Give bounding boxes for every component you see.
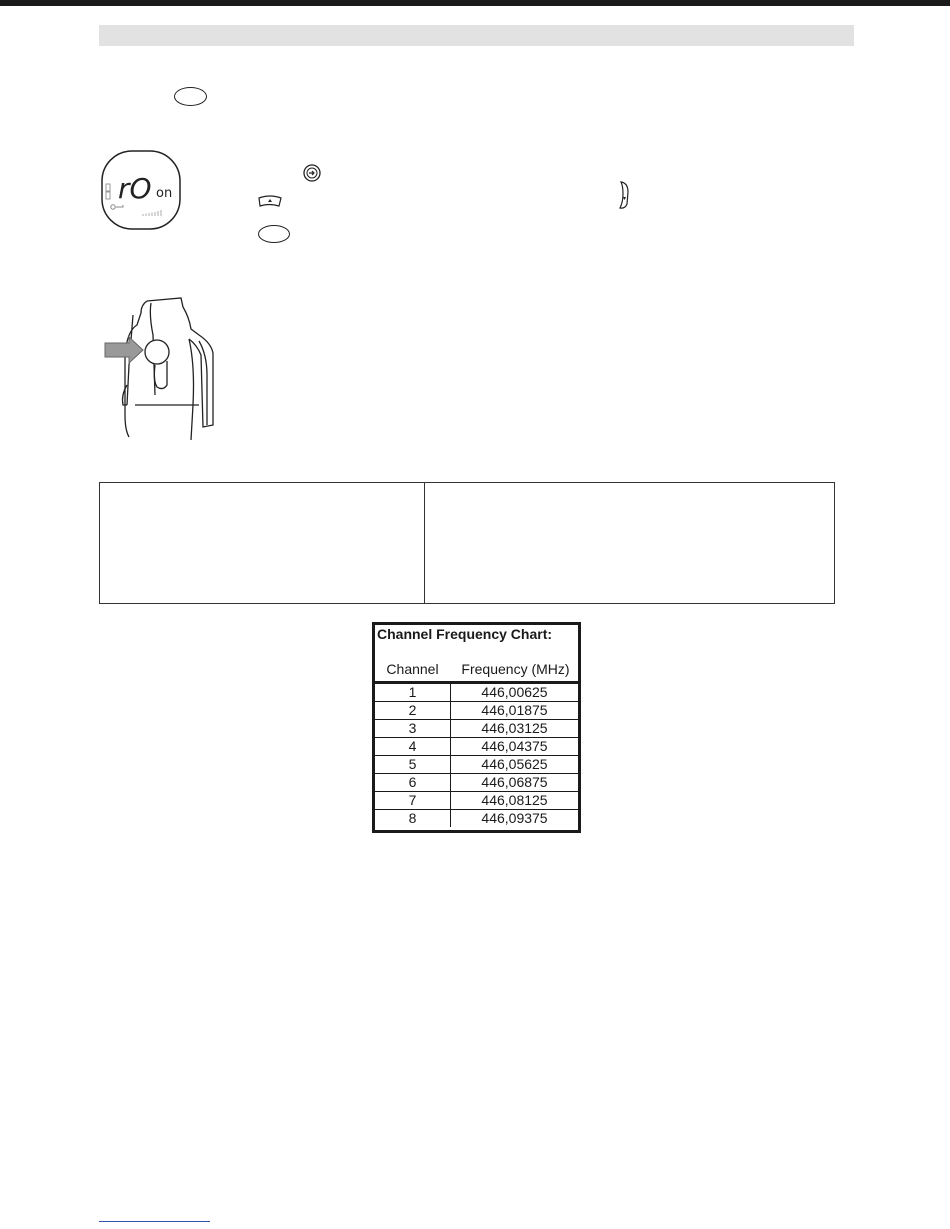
- channel-cell: 7: [375, 792, 451, 809]
- table-row: [375, 774, 578, 792]
- table-row: [375, 792, 578, 810]
- info-box-divider: [424, 483, 425, 603]
- frequency-cell: 446,09375: [481, 810, 548, 826]
- frequency-cell: 446,00625: [481, 684, 548, 700]
- info-box: [99, 482, 835, 604]
- up-button-icon: [257, 194, 283, 208]
- column-header-frequency: Frequency (MHz): [461, 661, 570, 677]
- lcd-suffix-text: on: [156, 186, 173, 201]
- channel-cell: 6: [375, 774, 451, 791]
- footnote-rule: [99, 1221, 210, 1222]
- channel-cell: 1: [375, 684, 451, 701]
- device-side-illustration: [103, 295, 223, 440]
- frequency-cell: 446,06875: [481, 774, 548, 790]
- table-row: [375, 684, 578, 702]
- down-button-icon: [617, 180, 631, 210]
- enter-button-icon: [303, 164, 321, 182]
- lcd-display-illustration: [101, 150, 181, 230]
- channel-cell: 3: [375, 720, 451, 737]
- frequency-cell: 446,08125: [481, 792, 548, 808]
- menu-oval-button-icon: [174, 87, 207, 106]
- channel-frequency-chart: [372, 622, 581, 833]
- table-row: [375, 810, 578, 827]
- table-row: [375, 702, 578, 720]
- frequency-cell: 446,05625: [481, 756, 548, 772]
- channel-cell: 2: [375, 702, 451, 719]
- table-row: [375, 756, 578, 774]
- menu-oval-button-icon: [258, 225, 290, 243]
- top-rule: [0, 0, 950, 6]
- table-row: [375, 738, 578, 756]
- channel-cell: 5: [375, 756, 451, 773]
- frequency-cell: 446,04375: [481, 738, 548, 754]
- channel-cell: 8: [375, 810, 451, 827]
- frequency-cell: 446,01875: [481, 702, 548, 718]
- section-header-band: [99, 25, 854, 46]
- chart-title: Channel Frequency Chart:: [377, 626, 553, 642]
- channel-cell: 4: [375, 738, 451, 755]
- chart-rows: [375, 681, 578, 827]
- table-row: [375, 720, 578, 738]
- lcd-main-text: rO: [118, 172, 152, 205]
- frequency-cell: 446,03125: [481, 720, 548, 736]
- column-header-channel: Channel: [386, 661, 439, 677]
